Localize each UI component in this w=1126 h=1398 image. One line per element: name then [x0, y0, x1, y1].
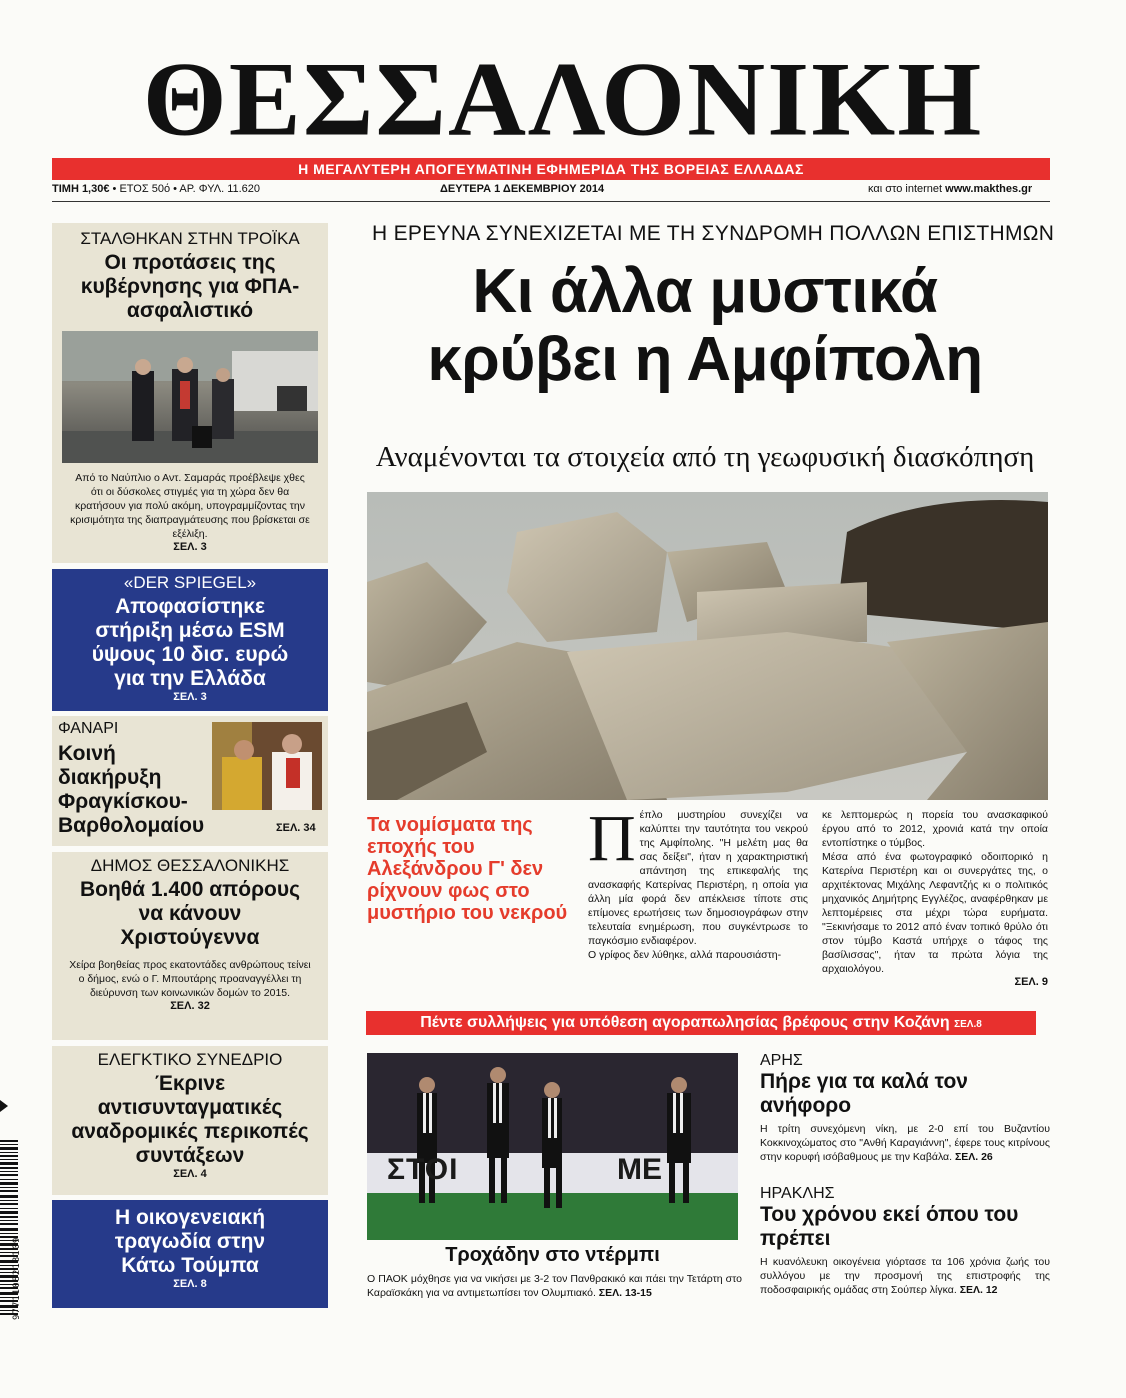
amphipolis-photo-image — [367, 492, 1048, 800]
main-page-ref: ΣΕΛ. 9 — [1014, 976, 1048, 988]
header-rule — [52, 201, 1050, 202]
issue-number: • ΕΤΟΣ 50ό • ΑΡ. ΦΥΛ. 11.620 — [112, 183, 261, 195]
iraklis-body — [760, 1255, 1050, 1297]
paok-headline[interactable]: Τροχάδην στο ντέρμπι — [445, 1244, 660, 1266]
main-body-col2 — [822, 808, 1048, 988]
main-body-col1-text: έπλο μυστηρίου συνεχίζει να καλύπτει την ταυτότητα του νεκρού της Αμφίπολης. "Η μελέτη μας θα σας δείξει", ήταν η χαρακτηριστική απάντηση της επικεφαλής της ανασκαφής Κατερίνας Περιστέρη, η οποία για άλλη μία φορά δεν απέκλεισε τίποτε στις επίμονες ερωτήσεις των δημοσιογράφων στην τελευταία ενημέρωση, που συγκέντρωσε το παγκόσμιο ενδιαφέρον. — [588, 809, 808, 947]
paok-page-ref: ΣΕΛ. 13-15 — [598, 1287, 652, 1299]
web-url[interactable]: www.makthes.gr — [945, 183, 1033, 195]
kozani-headline-bar[interactable] — [366, 1011, 1036, 1035]
main-body-col1-end: Ο γρίφος δεν λύθηκε, αλλά παρουσιάστη- — [588, 949, 782, 961]
aris-headline: Πήρε για τα καλά τον ανήφορο — [760, 1070, 968, 1117]
elegktiko-kicker: ΕΛΕΓΚΤΙΚΟ ΣΥΝΕΔΡΙΟ — [97, 1050, 283, 1069]
price: ΤΙΜΗ 1,30€ — [52, 183, 110, 195]
paok-photo-banner2: ΜΕ — [617, 1153, 662, 1186]
tragedy-headline: Η οικογενειακή τραγωδία στην Κάτω Τούμπα — [114, 1206, 266, 1277]
fanari-page-ref: ΣΕΛ. 34 — [276, 822, 316, 834]
aris-body — [760, 1122, 1050, 1164]
dimos-page-ref: ΣΕΛ. 32 — [170, 1000, 210, 1012]
issue-date: ΔΕΥΤΕΡΑ 1 ΔΕΚΕΜΒΡΙΟΥ 2014 — [440, 183, 605, 195]
fanari-story[interactable] — [52, 716, 328, 846]
troika-caption: Από το Ναύπλιο ο Αντ. Σαμαράς προέβλεψε χθες ότι οι δύσκολες στιγμές για τη χώρα δεν θα κρατήσουν για πολύ ακόμη, υπογραμμίζοντας την κρισιμότητα της διαπραγμάτευσης που βρίσκεται σε εξέλιξη. — [70, 472, 310, 540]
dimos-caption: Χείρα βοηθείας προς εκατοντάδες ανθρώπους τείνει ο δήμος, ενώ ο Γ. Μπουτάρης προαναγγέλλει τη διεύρυνση των κοινωνικών δομών το 2015. — [69, 959, 311, 999]
spiegel-kicker: «DER SPIEGEL» — [123, 573, 257, 592]
kozani-page-ref: ΣΕΛ.8 — [954, 1019, 982, 1030]
troika-photo — [62, 331, 318, 463]
paok-photo-banner: ΣΤΟΙ — [387, 1153, 459, 1186]
main-kicker: Η ΕΡΕΥΝΑ ΣΥΝΕΧΙΖΕΤΑΙ ΜΕ ΤΗ ΣΥΝΔΡΟΜΗ ΠΟΛΛΩΝ ΕΠΙΣΤΗΜΩΝ — [372, 222, 1055, 245]
paok-caption-text: Ο ΠΑΟΚ μόχθησε για να νικήσει με 3-2 τον Πανθρακικό και πάει την Τετάρτη στο Καραϊσκάκη για να αντιμετωπίσει τον Ολυμπιακό. — [367, 1273, 742, 1299]
main-body-col2b-text: Μέσα από ένα φωτογραφικό οδοιπορικό η Κατερίνα Περιστέρη και οι συνεργάτες της, ο αρχιτέκτονας Μιχάλης Λεφαντζής κι ο πολιτικός μηχανικός Δημήτρης Εγγλέζος, αναφέρθηκαν με λεπτομέρειες στα μέχρι τώρα ευρήματα. "Ξεκινήσαμε το 2012 από έναν τοπικό θρύλο ότι στον τύμβο Καστά υπήρχε ο τάφος της βασίλισσας", ήταν τα πρώτα λόγια της αρχαιολόγου. — [822, 851, 1048, 975]
troika-photo-image — [62, 331, 318, 463]
dropcap: Π — [588, 802, 636, 875]
fanari-kicker: ΦΑΝΑΡΙ — [58, 720, 119, 737]
kozani-headline: Πέντε συλλήψεις για υπόθεση αγοραπωλησίας βρέφους στην Κοζάνη — [420, 1014, 950, 1031]
iraklis-body-text: Η κυανόλευκη οικογένεια γιόρτασε τα 106 χρόνια ζωής του συλλόγου με την προσμονή της επιστροφής της ποδοσφαιρικής ομάδας στη Σούπερ λίγκα. — [760, 1256, 1050, 1296]
aris-story[interactable] — [760, 1052, 1050, 1164]
fanari-headline: Κοινή διακήρυξη Φραγκίσκου-Βαρθολομαίου — [58, 742, 205, 837]
aris-kicker: ΑΡΗΣ — [760, 1052, 803, 1069]
tragedy-story[interactable] — [52, 1200, 328, 1308]
spiegel-headline: Αποφασίστηκε στήριξη μέσω ESM ύψους 10 δισ. ευρώ για την Ελλάδα — [91, 595, 289, 690]
coins-headline[interactable]: Τα νομίσματα της εποχής του Αλεξάνδρου Γ' δεν ρίχνουν φως στο μυστήριο του νεκρού — [367, 814, 568, 924]
main-subheadline: Αναμένονται τα στοιχεία από τη γεωφυσική διασκόπηση — [375, 441, 1035, 473]
barcode — [0, 1140, 26, 1320]
web-prefix: και στο internet — [868, 183, 943, 195]
dimos-kicker: ΔΗΜΟΣ ΘΕΣΣΑΛΟΝΙΚΗΣ — [90, 856, 290, 875]
main-headline-line2: κρύβει η Αμφίπολη — [427, 325, 983, 394]
iraklis-page-ref: ΣΕΛ. 12 — [959, 1284, 998, 1296]
troika-headline: Οι προτάσεις της κυβέρνησης για ΦΠΑ-ασφαλιστικό — [80, 251, 300, 322]
tragedy-page-ref: ΣΕΛ. 8 — [173, 1278, 207, 1290]
masthead-tagline: Η ΜΕΓΑΛΥΤΕΡΗ ΑΠΟΓΕΥΜΑΤΙΝΗ ΕΦΗΜΕΡΙΔΑ ΤΗΣ ΒΟΡΕΙΑΣ ΕΛΛΑΔΑΣ — [52, 158, 1050, 180]
amphipolis-photo — [367, 492, 1048, 800]
web-info — [868, 183, 1032, 195]
aris-page-ref: ΣΕΛ. 26 — [954, 1151, 993, 1163]
barcode-digits: 9771108218109 — [12, 1236, 22, 1320]
troika-story[interactable] — [52, 223, 328, 563]
fanari-photo — [212, 722, 322, 810]
troika-kicker: ΣΤΑΛΘΗΚΑΝ ΣΤΗΝ ΤΡΟΪΚΑ — [80, 229, 300, 248]
spiegel-page-ref: ΣΕΛ. 3 — [173, 691, 207, 703]
fanari-photo-image — [212, 722, 322, 810]
spiegel-story[interactable] — [52, 569, 328, 711]
iraklis-kicker: ΗΡΑΚΛΗΣ — [760, 1185, 835, 1202]
iraklis-headline: Του χρόνου εκεί όπου του πρέπει — [760, 1203, 1019, 1250]
dimos-headline: Βοηθά 1.400 απόρους να κάνουν Χριστούγεννα — [79, 878, 301, 949]
masthead-title: ΘΕΣΣΑΛΟΝΙΚΗ — [142, 41, 984, 158]
main-body-col2-text: κε λεπτομερώς η πορεία του ανασκαφικού έργου από το 2012, χρονιά κατά την οποία εντοπίστηκε ο τύμβος. — [822, 809, 1048, 849]
issue-info — [52, 183, 260, 195]
paok-photo — [367, 1053, 738, 1240]
troika-page-ref: ΣΕΛ. 3 — [173, 541, 207, 553]
paok-caption — [367, 1272, 742, 1300]
main-headline-line1: Κι άλλα μυστικά — [472, 257, 938, 326]
paok-photo-image — [367, 1053, 738, 1240]
iraklis-story[interactable] — [760, 1185, 1050, 1297]
elegktiko-headline: Έκρινε αντισυνταγματικές αναδρομικές περικοπές συντάξεων — [71, 1072, 309, 1167]
elegktiko-story[interactable] — [52, 1046, 328, 1195]
main-headline[interactable] — [345, 258, 1065, 394]
dimos-story[interactable] — [52, 852, 328, 1040]
main-body-col1 — [588, 802, 808, 962]
fold-marker-icon — [0, 1100, 8, 1112]
elegktiko-page-ref: ΣΕΛ. 4 — [173, 1168, 207, 1180]
aris-body-text: Η τρίτη συνεχόμενη νίκη, με 2-0 επί του Βυζαντίου Κοκκινοχώματος στο "Ανθή Καραγιάννη", έφερε τους κιτρίνους στην κορυφή ισόβαθμους με την Καβάλα. — [760, 1123, 1050, 1163]
